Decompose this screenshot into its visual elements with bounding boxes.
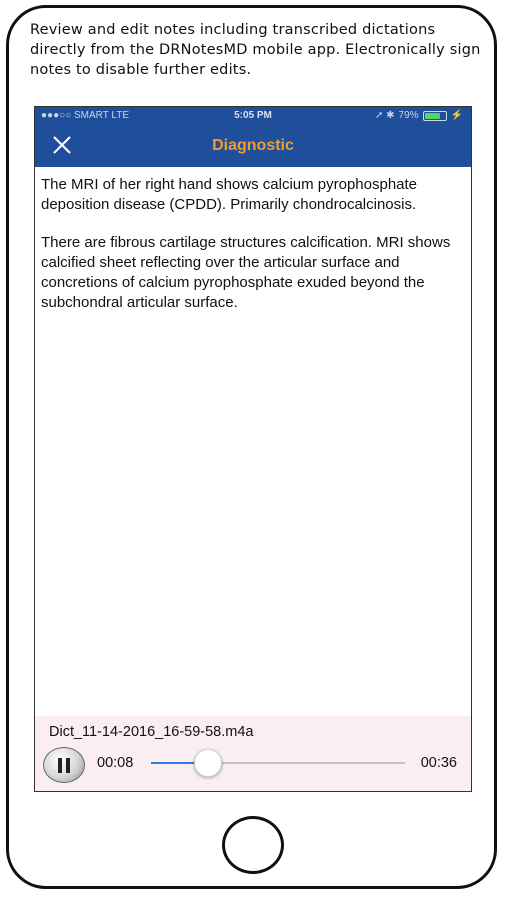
audio-filename: Dict_11-14-2016_16-59-58.m4a [49,724,254,740]
note-text-area[interactable] [41,175,461,331]
location-bluetooth-icons: ➚ ✱ [374,110,395,121]
status-time: 5:05 PM [234,110,272,121]
elapsed-time: 00:08 [97,755,134,771]
playback-slider[interactable] [151,762,405,764]
battery-fill [425,113,441,119]
page-title: Diagnostic [212,137,294,154]
playback-slider-thumb[interactable] [194,749,222,777]
promo-caption: Review and edit notes including transcribed dictations directly from the DRNotesMD mobile app. Electronically sign notes to disable further edits. [30,22,481,78]
carrier-signal: ●●●○○ SMART LTE [41,110,129,121]
navigation-bar [35,107,471,167]
note-paragraph-2: There are fibrous cartilage structures calcification. MRI shows calcified sheet reflecting over the articular surface and concretions of calcium pyrophosphate exuded beyond the subchondral articular surface. [41,234,451,311]
pause-icon [58,758,62,773]
home-button[interactable] [222,816,284,874]
status-bar [35,107,471,125]
pause-button[interactable] [43,747,85,783]
note-paragraph-1: The MRI of her right hand shows calcium pyrophosphate deposition disease (CPDD). Primarily chondrocalcinosis. [41,176,418,213]
app-screen [34,106,472,792]
battery-icon [423,111,447,121]
battery-percent: 79% [398,110,419,121]
total-time: 00:36 [420,755,457,771]
charging-icon: ⚡ [450,110,463,121]
status-indicators [375,110,463,121]
audio-player [35,716,471,791]
pause-icon-bar [66,758,70,773]
